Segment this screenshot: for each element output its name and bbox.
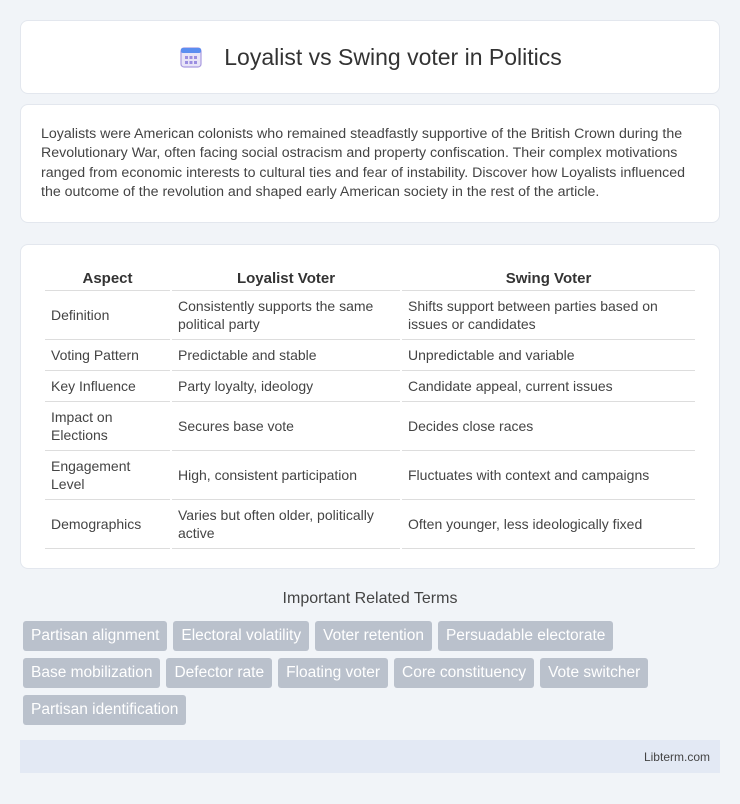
related-terms-section — [20, 590, 720, 725]
table-cell: Shifts support between parties based on issues or candidates — [402, 291, 695, 340]
table-cell: Candidate appeal, current issues — [402, 371, 695, 402]
table-row — [45, 500, 695, 549]
footer-site-link[interactable]: Libterm.com — [643, 749, 710, 764]
table-cell: Key Influence — [45, 371, 170, 402]
related-term-tag[interactable]: Defector rate — [166, 658, 272, 688]
table-cell: Impact on Elections — [45, 402, 170, 451]
table-header-row — [45, 267, 695, 291]
table-cell: High, consistent participation — [172, 451, 400, 500]
intro-card — [20, 104, 720, 223]
table-cell: Fluctuates with context and campaigns — [402, 451, 695, 500]
table-row — [45, 451, 695, 500]
table-cell: Often younger, less ideologically fixed — [402, 500, 695, 549]
related-term-tag[interactable]: Persuadable electorate — [438, 621, 613, 651]
table-row — [45, 371, 695, 402]
related-term-tag[interactable]: Voter retention — [315, 621, 432, 651]
related-term-tag[interactable]: Vote switcher — [540, 658, 648, 688]
related-term-tag[interactable]: Base mobilization — [23, 658, 160, 688]
related-terms-list — [20, 621, 720, 725]
table-cell: Voting Pattern — [45, 340, 170, 371]
related-term-tag[interactable]: Partisan identification — [23, 695, 186, 725]
intro-text: Loyalists were American colonists who remained steadfastly supportive of the British Crown during the Revolutionary War, often facing social ostracism and property confiscation. Their complex motivations ranged from economic interests to cultural ties and fear of instability. Discover how Loyalists influenced the outcome of the revolution and shaped early American society in the rest of the article. — [41, 126, 685, 201]
table-cell: Secures base vote — [172, 402, 400, 451]
table-cell: Party loyalty, ideology — [172, 371, 400, 402]
table-cell: Decides close races — [402, 402, 695, 451]
related-terms-title: Important Related Terms — [282, 590, 458, 607]
related-term-tag[interactable]: Electoral volatility — [173, 621, 309, 651]
table-cell: Predictable and stable — [172, 340, 400, 371]
related-term-tag[interactable]: Partisan alignment — [23, 621, 167, 651]
table-cell: Consistently supports the same political party — [172, 291, 400, 340]
table-cell: Unpredictable and variable — [402, 340, 695, 371]
comparison-card — [20, 244, 720, 569]
comparison-table — [43, 267, 697, 549]
footer — [20, 740, 720, 773]
header-swing: Swing Voter — [402, 267, 695, 291]
related-term-tag[interactable]: Floating voter — [278, 658, 388, 688]
related-term-tag[interactable]: Core constituency — [394, 658, 534, 688]
table-cell: Demographics — [45, 500, 170, 549]
calendar-icon — [178, 44, 204, 70]
header-card — [20, 20, 720, 94]
table-row — [45, 402, 695, 451]
table-row — [45, 340, 695, 371]
table-cell: Definition — [45, 291, 170, 340]
table-cell: Engagement Level — [45, 451, 170, 500]
header-loyalist: Loyalist Voter — [172, 267, 400, 291]
table-row — [45, 291, 695, 340]
page-title: Loyalist vs Swing voter in Politics — [224, 43, 562, 70]
table-cell: Varies but often older, politically active — [172, 500, 400, 549]
header-aspect: Aspect — [45, 267, 170, 291]
